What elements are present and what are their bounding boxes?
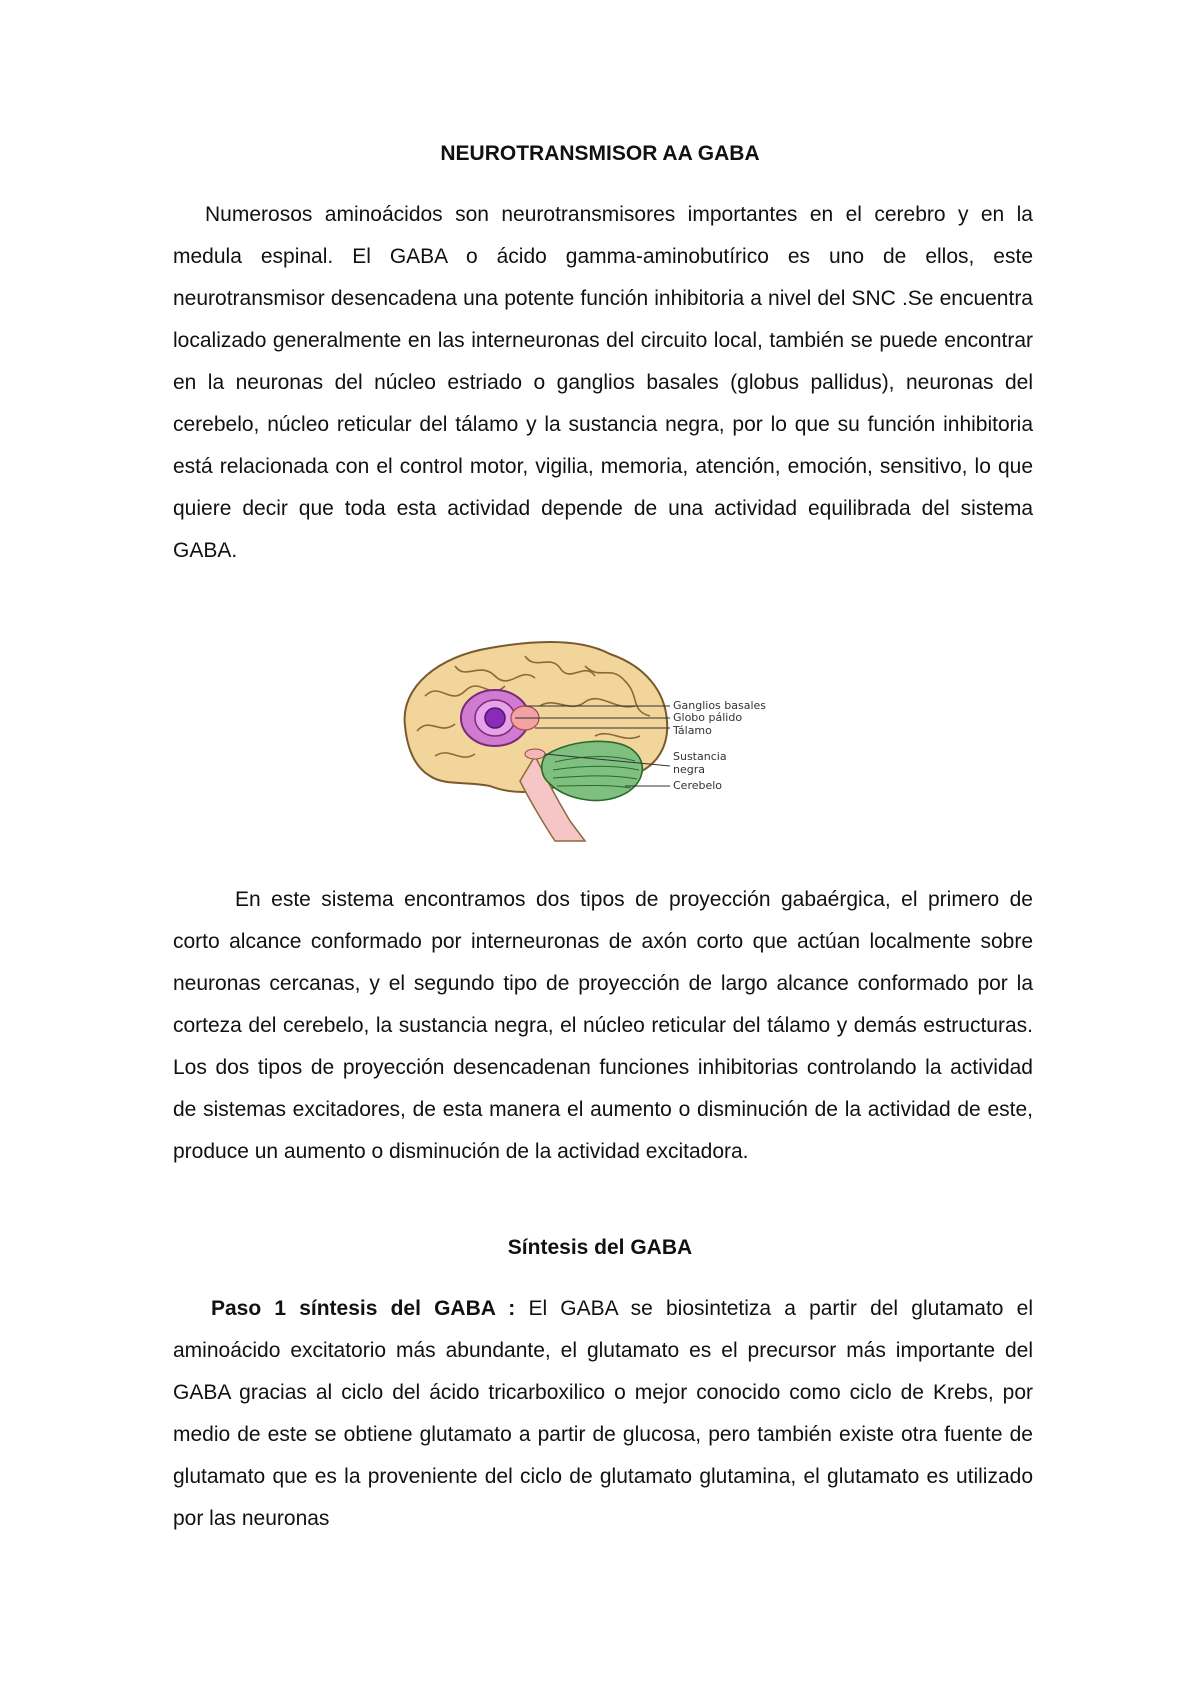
intro-paragraph: Numerosos aminoácidos son neurotransmisores importantes en el cerebro y en la medula espinal. El GABA o ácido gamma-aminobutírico es uno de ellos, este neurotransmisor desencadena una potente función inhibitoria a nivel del SNC .Se encuentra localizado generalmente en las interneuronas del circuito local, también se puede encontrar en la neuronas del núcleo estriado o ganglios basales (globus pallidus), neuronas del cerebelo, núcleo reticular del tálamo y la sustancia negra, por lo que su función inhibitoria está relacionada con el control motor, vigilia, memoria, atención, emoción, sensitivo, lo que quiere decir que toda esta actividad depende de una actividad equilibrada del sistema GABA. [173,203,1033,562]
label-negra: negra [673,763,705,776]
paso1-paragraph [173,1288,1033,1540]
intro-paragraph-container [173,194,1033,572]
brain-illustration [395,636,835,846]
brain-diagram [395,636,835,846]
label-sustancia: Sustancia [673,750,727,763]
projection-paragraph-container [173,879,1033,1173]
label-cerebelo: Cerebelo [673,779,723,792]
label-ganglios-basales: Ganglios basales [673,699,767,712]
paso1-text: El GABA se biosintetiza a partir del glutamato el aminoácido excitatorio más abundante, el glutamato es el precursor más importante del GABA gracias al ciclo del ácido tricarboxilico o mejor conocido como ciclo de Krebs, por medio de este se obtiene glutamato a partir de glucosa, pero también existe otra fuente de glutamato que es la proveniente del ciclo de glutamato glutamina, el glutamato es utilizado por las neuronas [173,1297,1033,1530]
label-talamo: Tálamo [673,724,712,737]
section-title: Síntesis del GABA [507,1236,693,1259]
paso1-paragraph-container [173,1288,1033,1540]
projection-paragraph: En este sistema encontramos dos tipos de proyección gabaérgica, el primero de corto alcance conformado por interneuronas de axón corto que actúan localmente sobre neuronas cercanas, y el segundo tipo de proyección de largo alcance conformado por la corteza del cerebelo, la sustancia negra, el núcleo reticular del tálamo y demás estructuras. Los dos tipos de proyección desencadenan funciones inhibitorias controlando la actividad de sistemas excitadores, de esta manera el aumento o disminución de la actividad de este, produce un aumento o disminución de la actividad excitadora. [173,888,1033,1163]
paso1-label: Paso 1 síntesis del GABA : [211,1297,516,1320]
document-title: NEUROTRANSMISOR AA GABA [440,142,760,165]
label-globo-palido: Globo pálido [673,711,743,724]
